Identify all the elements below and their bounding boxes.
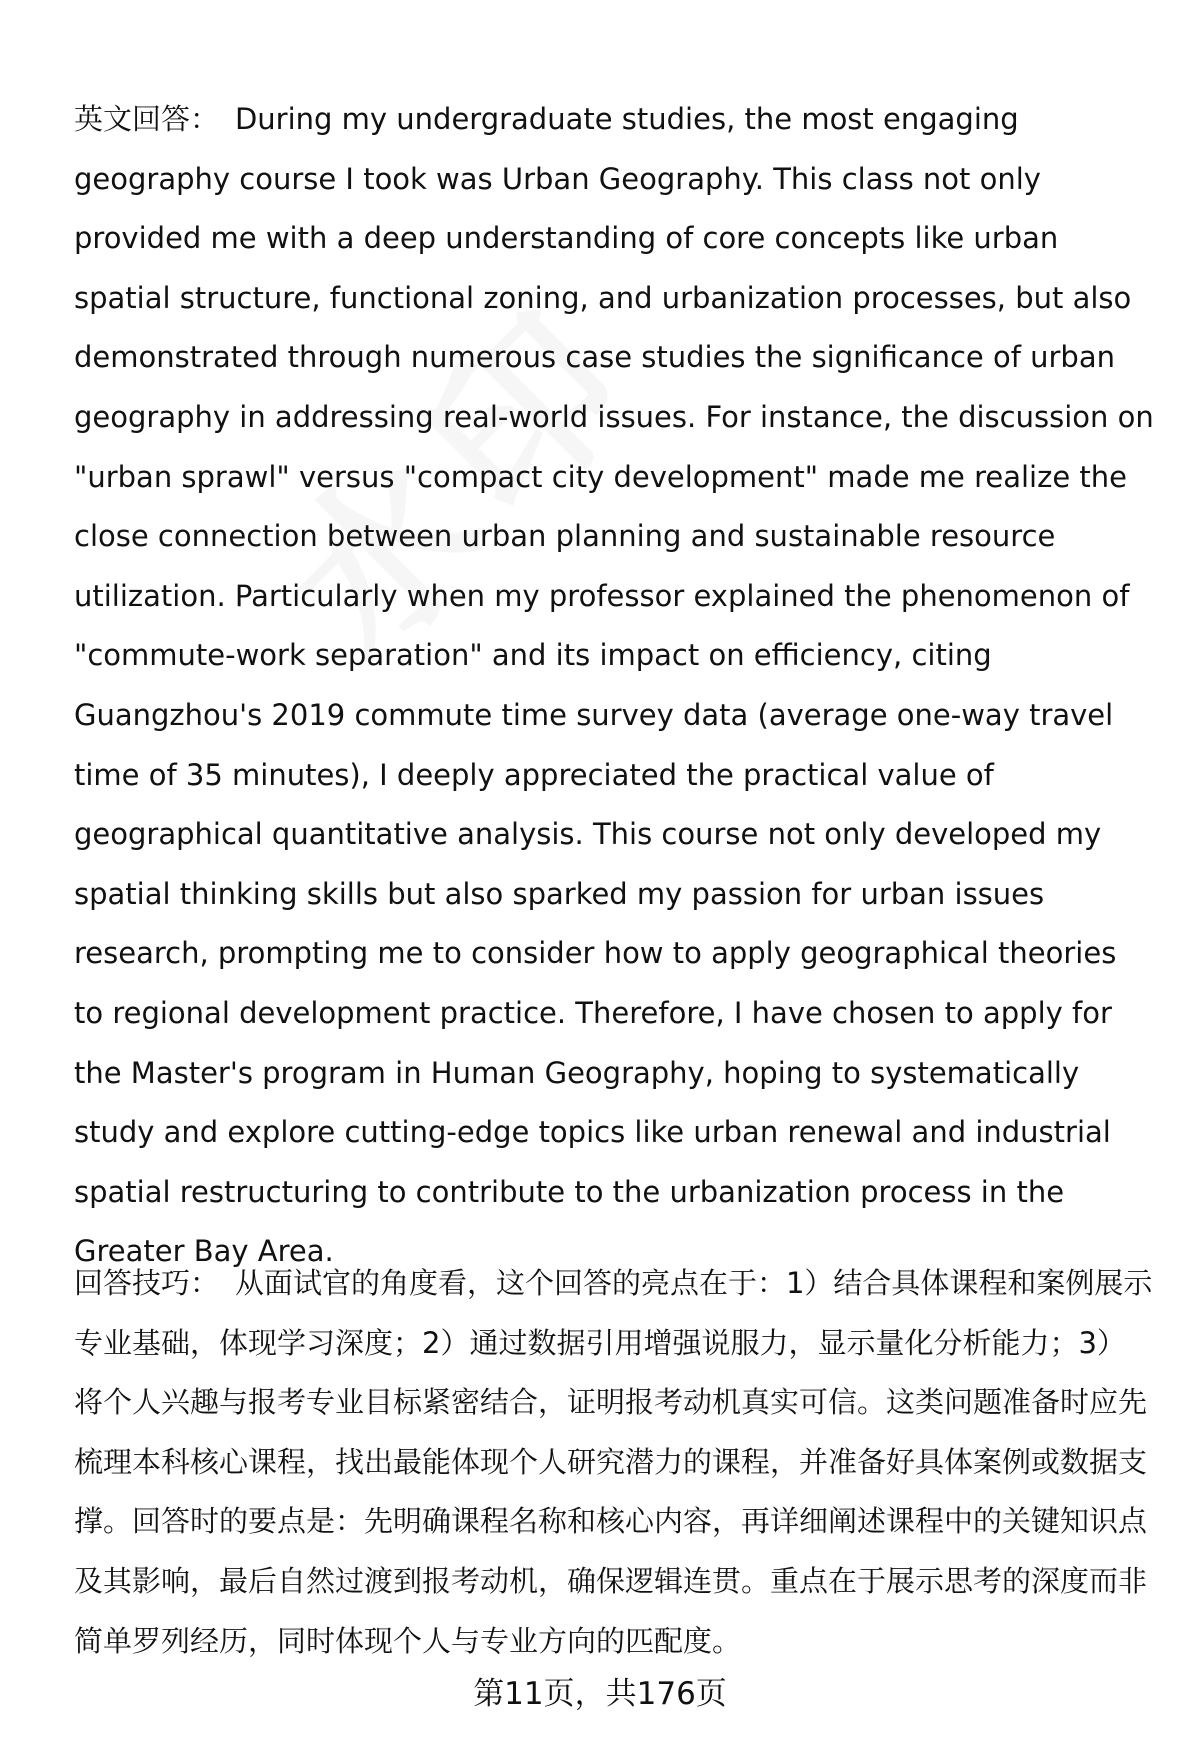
english-answer-label: 英文回答： (74, 102, 220, 136)
page-number: 第11页，共176页 (473, 1676, 727, 1712)
english-answer-text: During my undergraduate studies, the most engaging geography course I took was Urban Geography. This class not only provided me with a deep understanding of core concepts like urban spatial structure, functional zoning, and urbanization processes, but also demonstrated through numerous case studies the significance of urban geography in addressing real-world issues. For instance, the discussion on "urban sprawl" versus "compact city development" made me realize the close connection between urban planning and sustainable resource utilization. Particularly when my professor explained the phenomenon of "commute-work separation" and its impact on efficiency, citing Guangzhou's 2019 commute time survey data (average one-way travel time of 35 minutes), I deeply appreciated the practical value of geographical quantitative analysis. This course not only developed my spatial thinking skills but also sparked my passion for urban issues research, prompting me to consider how to apply geographical theories to regional development practice. Therefore, I have chosen to apply for the Master's program in Human Geography, hoping to systematically study and explore cutting-edge topics like urban renewal and industrial spatial restructuring to contribute to the urbanization process in the Greater Bay Area. (74, 102, 1154, 1269)
answer-tips-section (74, 1254, 1154, 1671)
answer-tips-text: 从面试官的角度看，这个回答的亮点在于：1）结合具体课程和案例展示专业基础，体现学习深度；2）通过数据引用增强说服力，显示量化分析能力；3）将个人兴趣与报考专业目标紧密结合，证明报考动机真实可信。这类问题准备时应先梳理本科核心课程，找出最能体现个人研究潜力的课程，并准备好具体案例或数据支撑。回答时的要点是：先明确课程名称和核心内容，再详细阐述课程中的关键知识点及其影响，最后自然过渡到报考动机，确保逻辑连贯。重点在于展示思考的深度而非简单罗列经历，同时体现个人与专业方向的匹配度。 (74, 1266, 1153, 1658)
answer-tips-label: 回答技巧： (74, 1266, 220, 1300)
english-answer-section (74, 90, 1154, 1282)
